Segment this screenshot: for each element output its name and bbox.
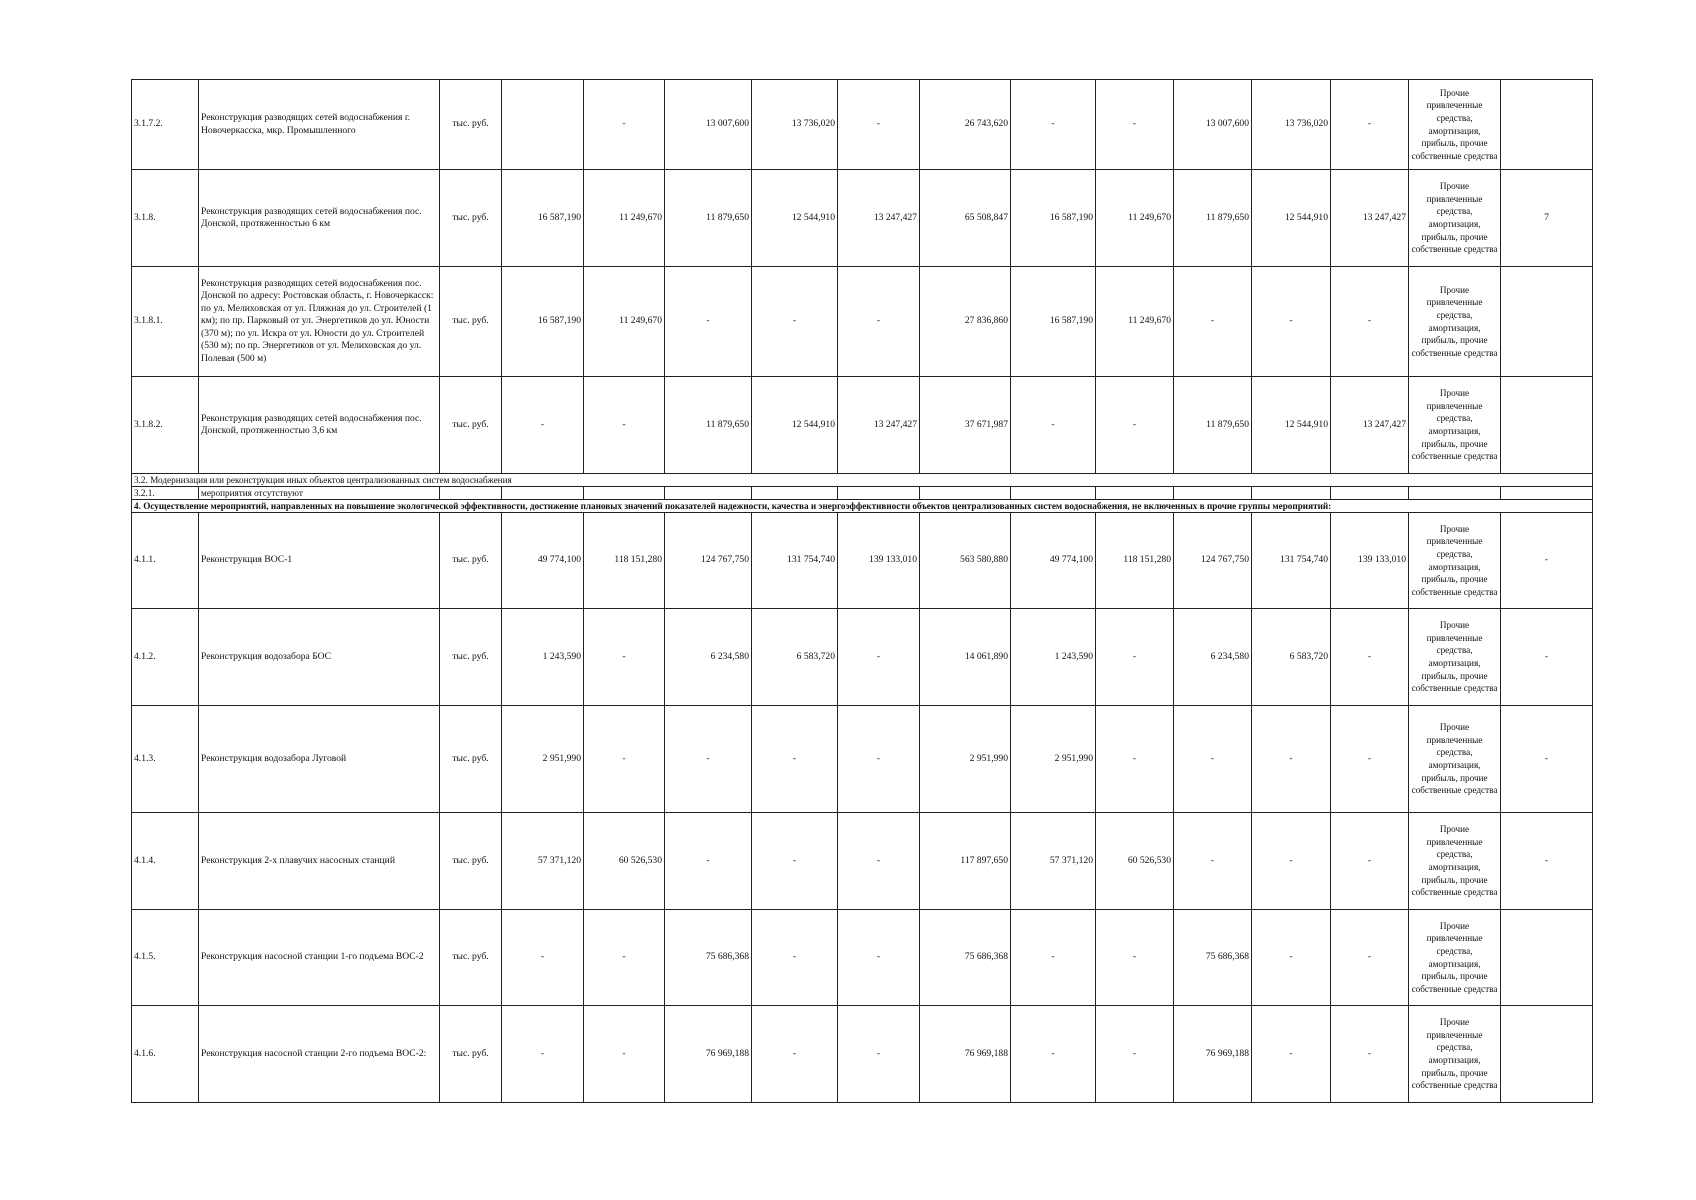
value-cell: - bbox=[838, 1006, 920, 1103]
value-cell: 75 686,368 bbox=[665, 910, 752, 1006]
value-cell: 1 243,590 bbox=[502, 609, 584, 706]
row-name: Реконструкция разводящих сетей водоснабжения пос. Донской, протяженностью 3,6 км bbox=[199, 377, 440, 474]
value-cell: 6 234,580 bbox=[665, 609, 752, 706]
value-cell: 60 526,530 bbox=[1096, 813, 1174, 910]
value-cell: - bbox=[1011, 1006, 1096, 1103]
value-cell: - bbox=[1331, 609, 1409, 706]
value-cell: 49 774,100 bbox=[502, 513, 584, 609]
value-cell: - bbox=[1174, 267, 1252, 377]
value-cell: - bbox=[502, 910, 584, 1006]
row-name: Реконструкция разводящих сетей водоснабжения пос. Донской по адресу: Ростовская область, г. Новочеркасск: по ул. Мелиховская от ул. Пляжная до ул. Строителей (1 км); по пр. Парковый от ул. Энергетиков до ул. Юности (370 м); по ул. Искра от ул. Юности до ул. Строителей (530 м); по пр. Энергетиков от ул. Мелиховская до ул. Полевая (500 м) bbox=[199, 267, 440, 377]
row-unit: тыс. руб. bbox=[440, 1006, 502, 1103]
value-cell: 76 969,188 bbox=[665, 1006, 752, 1103]
row-extra-cell bbox=[1501, 910, 1593, 1006]
table-row bbox=[132, 80, 1593, 170]
value-cell: 2 951,990 bbox=[1011, 706, 1096, 813]
value-cell: - bbox=[584, 80, 665, 170]
table-row bbox=[132, 513, 1593, 609]
value-cell: 13 247,427 bbox=[838, 377, 920, 474]
value-cell: 75 686,368 bbox=[1174, 910, 1252, 1006]
value-cell: - bbox=[1096, 80, 1174, 170]
row-extra-cell: 7 bbox=[1501, 170, 1593, 267]
value-cell: 11 879,650 bbox=[1174, 170, 1252, 267]
value-cell: 2 951,990 bbox=[502, 706, 584, 813]
value-cell: 12 544,910 bbox=[1252, 170, 1331, 267]
value-cell: - bbox=[665, 813, 752, 910]
section-title-3-2: 3.2. Модернизация или реконструкция иных объектов централизованных систем водоснабжения bbox=[132, 474, 1593, 487]
value-cell: - bbox=[1252, 267, 1331, 377]
row-code: 3.1.8. bbox=[132, 170, 199, 267]
value-cell: - bbox=[1096, 1006, 1174, 1103]
value-cell: - bbox=[1252, 706, 1331, 813]
value-cell: 49 774,100 bbox=[1011, 513, 1096, 609]
value-cell: - bbox=[584, 1006, 665, 1103]
value-cell: 11 879,650 bbox=[665, 377, 752, 474]
row-unit: тыс. руб. bbox=[440, 513, 502, 609]
row-code: 3.1.7.2. bbox=[132, 80, 199, 170]
value-cell: - bbox=[752, 706, 838, 813]
table-row bbox=[132, 267, 1593, 377]
table-row bbox=[132, 910, 1593, 1006]
funding-source-cell: Прочие привлеченные средства, амортизация, прибыль, прочие собственные средства bbox=[1409, 267, 1501, 377]
value-cell: - bbox=[838, 813, 920, 910]
value-cell: - bbox=[665, 706, 752, 813]
value-cell: 16 587,190 bbox=[1011, 267, 1096, 377]
row-name: Реконструкция водозабора Луговой bbox=[199, 706, 440, 813]
row-code: 4.1.6. bbox=[132, 1006, 199, 1103]
value-cell: - bbox=[1096, 910, 1174, 1006]
value-cell: 76 969,188 bbox=[920, 1006, 1011, 1103]
row-extra-cell bbox=[1501, 377, 1593, 474]
row-name: Реконструкция ВОС-1 bbox=[199, 513, 440, 609]
value-cell: 16 587,190 bbox=[502, 170, 584, 267]
value-cell: 13 247,427 bbox=[1331, 170, 1409, 267]
value-cell: 11 249,670 bbox=[584, 170, 665, 267]
funding-source-cell: Прочие привлеченные средства, амортизация, прибыль, прочие собственные средства bbox=[1409, 910, 1501, 1006]
value-cell: 13 247,427 bbox=[838, 170, 920, 267]
row-name: Реконструкция водозабора БОС bbox=[199, 609, 440, 706]
value-cell: 27 836,860 bbox=[920, 267, 1011, 377]
value-cell: 118 151,280 bbox=[1096, 513, 1174, 609]
section-row-3-2 bbox=[132, 474, 1593, 487]
row-unit: тыс. руб. bbox=[440, 80, 502, 170]
row-code: 4.1.1. bbox=[132, 513, 199, 609]
value-cell: 563 580,880 bbox=[920, 513, 1011, 609]
value-cell: 16 587,190 bbox=[502, 267, 584, 377]
value-cell: 75 686,368 bbox=[920, 910, 1011, 1006]
row-extra-cell: - bbox=[1501, 706, 1593, 813]
value-cell: 124 767,750 bbox=[1174, 513, 1252, 609]
row-extra-cell bbox=[1501, 80, 1593, 170]
value-cell: 13 007,600 bbox=[665, 80, 752, 170]
value-cell: 11 249,670 bbox=[1096, 267, 1174, 377]
value-cell: 117 897,650 bbox=[920, 813, 1011, 910]
value-cell: 131 754,740 bbox=[1252, 513, 1331, 609]
row-extra-cell: - bbox=[1501, 513, 1593, 609]
table-row bbox=[132, 377, 1593, 474]
row-name: Реконструкция 2-х плавучих насосных станций bbox=[199, 813, 440, 910]
value-cell: - bbox=[1011, 377, 1096, 474]
value-cell: 124 767,750 bbox=[665, 513, 752, 609]
row-name: Реконструкция разводящих сетей водоснабжения пос. Донской, протяженностью 6 км bbox=[199, 170, 440, 267]
value-cell: 118 151,280 bbox=[584, 513, 665, 609]
row-extra-cell bbox=[1501, 1006, 1593, 1103]
value-cell: - bbox=[838, 80, 920, 170]
value-cell: 13 247,427 bbox=[1331, 377, 1409, 474]
value-cell: - bbox=[1096, 706, 1174, 813]
value-cell: - bbox=[838, 706, 920, 813]
row-unit: тыс. руб. bbox=[440, 910, 502, 1006]
funding-source-cell: Прочие привлеченные средства, амортизация, прибыль, прочие собственные средства bbox=[1409, 170, 1501, 267]
value-cell: - bbox=[1096, 609, 1174, 706]
value-cell: - bbox=[752, 267, 838, 377]
funding-source-cell: Прочие привлеченные средства, амортизация, прибыль, прочие собственные средства bbox=[1409, 377, 1501, 474]
row-name: Реконструкция разводящих сетей водоснабжения г. Новочеркасска, мкр. Промышленного bbox=[199, 80, 440, 170]
value-cell: 65 508,847 bbox=[920, 170, 1011, 267]
table-row bbox=[132, 706, 1593, 813]
value-cell: - bbox=[752, 813, 838, 910]
value-cell: - bbox=[1174, 706, 1252, 813]
value-cell: 1 243,590 bbox=[1011, 609, 1096, 706]
row-code: 3.1.8.1. bbox=[132, 267, 199, 377]
row-unit: тыс. руб. bbox=[440, 267, 502, 377]
value-cell: 11 879,650 bbox=[665, 170, 752, 267]
value-cell: - bbox=[1331, 813, 1409, 910]
funding-source-cell: Прочие привлеченные средства, амортизация, прибыль, прочие собственные средства bbox=[1409, 813, 1501, 910]
value-cell: 139 133,010 bbox=[838, 513, 920, 609]
row-name: мероприятия отсутствуют bbox=[199, 487, 440, 500]
value-cell: - bbox=[584, 377, 665, 474]
funding-source-cell: Прочие привлеченные средства, амортизация, прибыль, прочие собственные средства bbox=[1409, 1006, 1501, 1103]
value-cell: - bbox=[665, 267, 752, 377]
value-cell: 11 879,650 bbox=[1174, 377, 1252, 474]
section-row-4 bbox=[132, 500, 1593, 513]
funding-source-cell: Прочие привлеченные средства, амортизация, прибыль, прочие собственные средства bbox=[1409, 80, 1501, 170]
value-cell: 6 583,720 bbox=[1252, 609, 1331, 706]
value-cell: - bbox=[1252, 910, 1331, 1006]
value-cell bbox=[502, 80, 584, 170]
value-cell: - bbox=[838, 910, 920, 1006]
value-cell: - bbox=[838, 609, 920, 706]
row-code: 4.1.4. bbox=[132, 813, 199, 910]
table-row-3-2-1 bbox=[132, 487, 1593, 500]
value-cell: - bbox=[1011, 80, 1096, 170]
value-cell: - bbox=[1096, 377, 1174, 474]
investment-program-table bbox=[131, 79, 1593, 1103]
row-unit: тыс. руб. bbox=[440, 706, 502, 813]
value-cell: - bbox=[1252, 1006, 1331, 1103]
value-cell: 13 736,020 bbox=[1252, 80, 1331, 170]
row-name: Реконструкция насосной станции 1-го подъема ВОС-2 bbox=[199, 910, 440, 1006]
row-code: 3.2.1. bbox=[132, 487, 199, 500]
value-cell: - bbox=[584, 706, 665, 813]
value-cell: - bbox=[584, 910, 665, 1006]
value-cell: 60 526,530 bbox=[584, 813, 665, 910]
table-row bbox=[132, 170, 1593, 267]
value-cell: - bbox=[502, 377, 584, 474]
row-extra-cell bbox=[1501, 267, 1593, 377]
value-cell: - bbox=[1011, 910, 1096, 1006]
value-cell: 57 371,120 bbox=[502, 813, 584, 910]
value-cell: - bbox=[752, 1006, 838, 1103]
row-extra-cell: - bbox=[1501, 813, 1593, 910]
value-cell: - bbox=[1331, 267, 1409, 377]
row-unit: тыс. руб. bbox=[440, 813, 502, 910]
value-cell: 16 587,190 bbox=[1011, 170, 1096, 267]
value-cell: 13 007,600 bbox=[1174, 80, 1252, 170]
value-cell: 57 371,120 bbox=[1011, 813, 1096, 910]
value-cell: 76 969,188 bbox=[1174, 1006, 1252, 1103]
value-cell: 13 736,020 bbox=[752, 80, 838, 170]
table-row bbox=[132, 813, 1593, 910]
value-cell: 12 544,910 bbox=[752, 170, 838, 267]
row-name: Реконструкция насосной станции 2-го подъема ВОС-2: bbox=[199, 1006, 440, 1103]
value-cell: - bbox=[1331, 1006, 1409, 1103]
value-cell: 139 133,010 bbox=[1331, 513, 1409, 609]
funding-source-cell: Прочие привлеченные средства, амортизация, прибыль, прочие собственные средства bbox=[1409, 609, 1501, 706]
value-cell: 14 061,890 bbox=[920, 609, 1011, 706]
value-cell: 6 583,720 bbox=[752, 609, 838, 706]
value-cell: - bbox=[752, 910, 838, 1006]
value-cell: 6 234,580 bbox=[1174, 609, 1252, 706]
table-row bbox=[132, 609, 1593, 706]
row-unit: тыс. руб. bbox=[440, 609, 502, 706]
value-cell: - bbox=[1331, 80, 1409, 170]
section-heading-4: 4. Осуществление мероприятий, направленных на повышение экологической эффективности, достижение плановых значений показателей надежности, качества и энергоэффективности объектов централизованных систем водоснабжения, не включенных в прочие группы мероприятий: bbox=[132, 500, 1593, 513]
value-cell: - bbox=[1331, 706, 1409, 813]
row-code: 4.1.3. bbox=[132, 706, 199, 813]
value-cell: 11 249,670 bbox=[584, 267, 665, 377]
value-cell: 12 544,910 bbox=[1252, 377, 1331, 474]
funding-source-cell: Прочие привлеченные средства, амортизация, прибыль, прочие собственные средства bbox=[1409, 513, 1501, 609]
row-unit: тыс. руб. bbox=[440, 170, 502, 267]
row-code: 3.1.8.2. bbox=[132, 377, 199, 474]
value-cell: 12 544,910 bbox=[752, 377, 838, 474]
value-cell: 37 671,987 bbox=[920, 377, 1011, 474]
row-code: 4.1.2. bbox=[132, 609, 199, 706]
value-cell: - bbox=[838, 267, 920, 377]
row-code: 4.1.5. bbox=[132, 910, 199, 1006]
value-cell: - bbox=[502, 1006, 584, 1103]
value-cell: 2 951,990 bbox=[920, 706, 1011, 813]
funding-source-cell: Прочие привлеченные средства, амортизация, прибыль, прочие собственные средства bbox=[1409, 706, 1501, 813]
value-cell: 131 754,740 bbox=[752, 513, 838, 609]
value-cell: - bbox=[1252, 813, 1331, 910]
value-cell: - bbox=[584, 609, 665, 706]
table-row bbox=[132, 1006, 1593, 1103]
value-cell: 11 249,670 bbox=[1096, 170, 1174, 267]
row-unit: тыс. руб. bbox=[440, 377, 502, 474]
value-cell: 26 743,620 bbox=[920, 80, 1011, 170]
row-extra-cell: - bbox=[1501, 609, 1593, 706]
value-cell: - bbox=[1331, 910, 1409, 1006]
value-cell: - bbox=[1174, 813, 1252, 910]
